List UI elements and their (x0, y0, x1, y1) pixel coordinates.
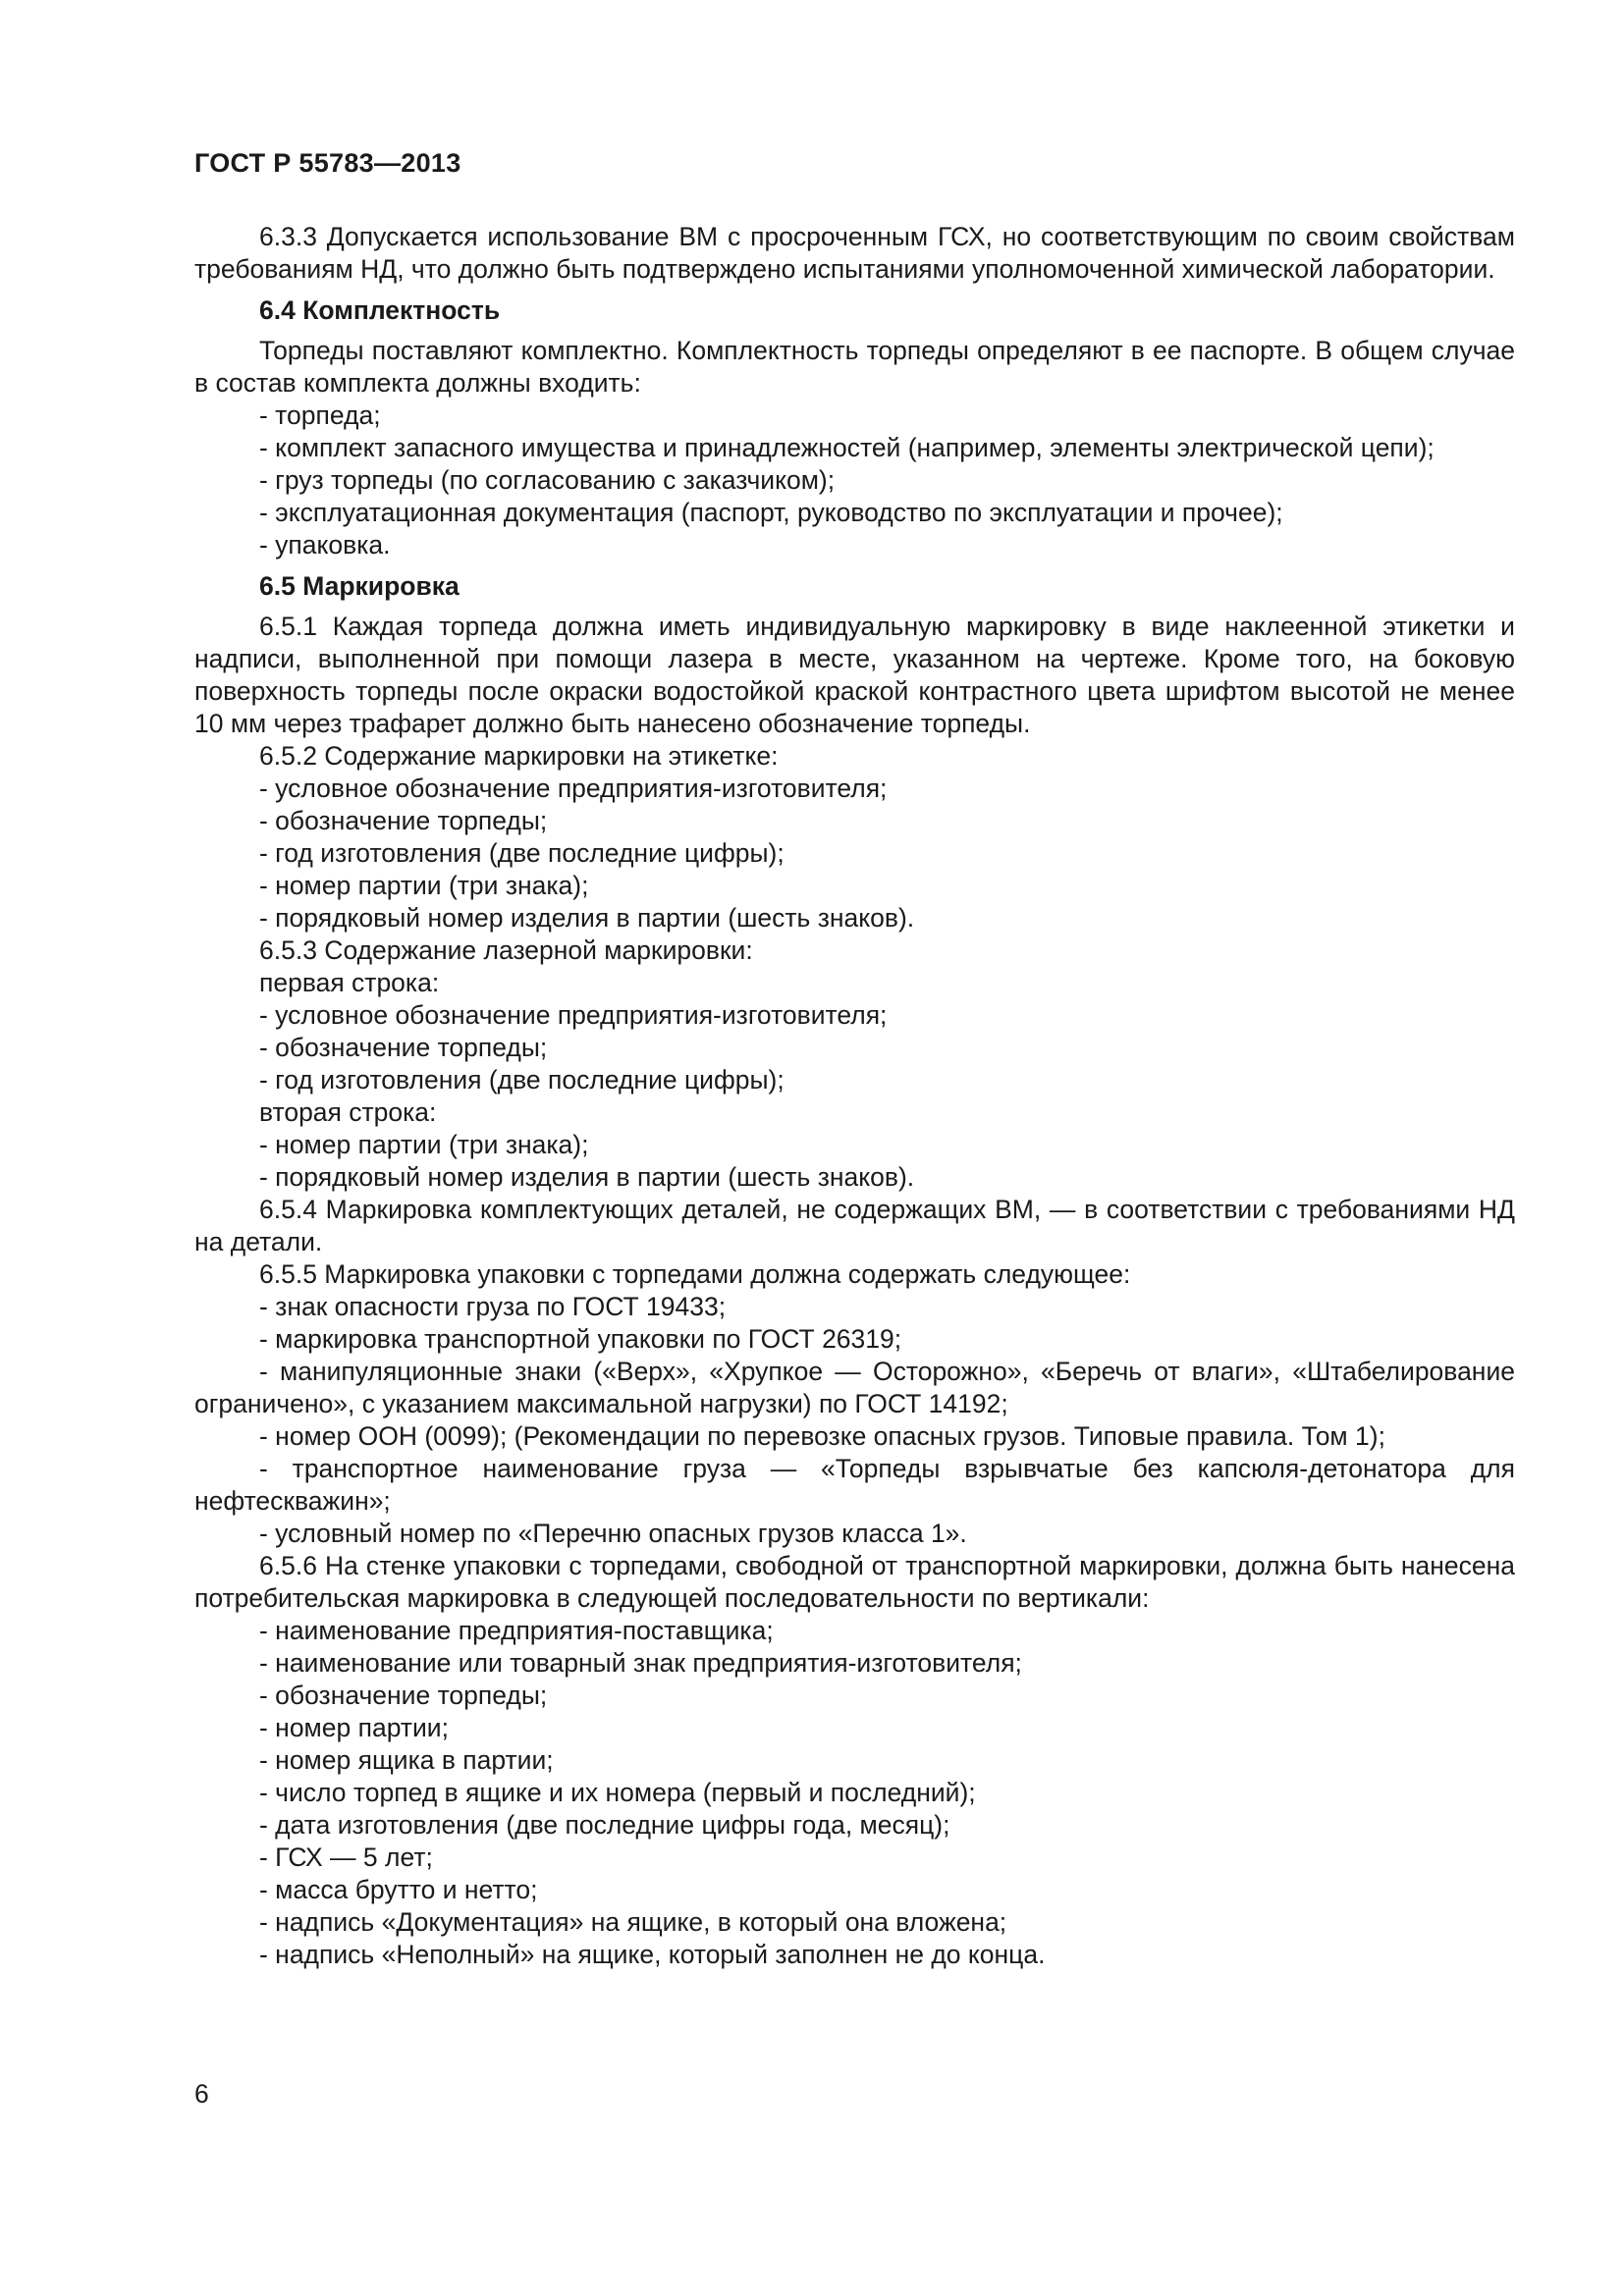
list-item: - знак опасности груза по ГОСТ 19433; (259, 1292, 727, 1321)
paragraph-6-5-2: 6.5.2 Содержание маркировки на этикетке: (259, 741, 779, 771)
list-item: - груз торпеды (по согласованию с заказчиком); (259, 465, 836, 495)
list-item: - номер партии (три знака); (259, 1130, 589, 1159)
list-item: - надпись «Неполный» на ящике, который заполнен не до конца. (259, 1940, 1046, 1969)
paragraph-6-4-intro: Торпеды поставляют комплектно. Комплектность торпеды определяют в ее паспорте. В общем случае в состав комплекта должны входить: (194, 336, 1515, 398)
page-number: 6 (194, 2079, 209, 2109)
list-item: - год изготовления (две последние цифры); (259, 838, 785, 868)
paragraph-6-5-6: 6.5.6 На стенке упаковки с торпедами, свободной от транспортной маркировки, должна быть нанесена потребительская маркировка в следующей последовательности по вертикали: (194, 1551, 1515, 1613)
list-item: - условный номер по «Перечню опасных грузов класса 1». (259, 1519, 967, 1548)
list-item: - обозначение торпеды; (259, 1681, 548, 1710)
list-item: - масса брутто и нетто; (259, 1875, 538, 1904)
list-item: - эксплуатационная документация (паспорт, руководство по эксплуатации и прочее); (259, 498, 1283, 527)
paragraph-6-3-3: 6.3.3 Допускается использование ВМ с просроченным ГСХ, но соответствующим по своим свойствам требованиям НД, что должно быть подтверждено испытаниями уполномоченной химической лаборатории. (194, 222, 1515, 284)
list-item: - комплект запасного имущества и принадлежностей (например, элементы электрической цепи); (259, 433, 1435, 462)
list-item: - наименование или товарный знак предприятия-изготовителя; (259, 1648, 1022, 1678)
section-heading-6-5: 6.5 Маркировка (259, 571, 460, 601)
document-header: ГОСТ Р 55783—2013 (194, 148, 461, 178)
list-item: - год изготовления (две последние цифры); (259, 1065, 785, 1095)
list-item: - манипуляционные знаки («Верх», «Хрупкое — Осторожно», «Беречь от влаги», «Штабелирование ограничено», с указанием максимальной нагрузки) по ГОСТ 14192; (194, 1357, 1515, 1418)
list-item: - номер партии (три знака); (259, 871, 589, 900)
list-item: - маркировка транспортной упаковки по ГОСТ 26319; (259, 1324, 902, 1354)
list-item: - номер ящика в партии; (259, 1745, 554, 1775)
list-item: - обозначение торпеды; (259, 1033, 548, 1062)
paragraph-6-5-3: 6.5.3 Содержание лазерной маркировки: (259, 935, 753, 965)
list-item: - порядковый номер изделия в партии (шесть знаков). (259, 903, 915, 933)
list-item: - условное обозначение предприятия-изготовителя; (259, 1000, 888, 1030)
paragraph-6-5-5: 6.5.5 Маркировка упаковки с торпедами должна содержать следующее: (259, 1259, 1131, 1289)
list-item: - число торпед в ящике и их номера (первый и последний); (259, 1778, 976, 1807)
list-item: - условное обозначение предприятия-изготовителя; (259, 774, 888, 803)
document-body (194, 221, 1515, 1971)
section-heading-6-4: 6.4 Комплектность (259, 295, 501, 325)
list-item: - обозначение торпеды; (259, 806, 548, 835)
line1-label: первая строка: (259, 968, 440, 997)
list-item: - ГСХ — 5 лет; (259, 1842, 433, 1872)
line2-label: вторая строка: (259, 1097, 437, 1127)
list-item: - надпись «Документация» на ящике, в который она вложена; (259, 1907, 1007, 1937)
list-item: - дата изготовления (две последние цифры года, месяц); (259, 1810, 950, 1840)
list-item: - транспортное наименование груза — «Торпеды взрывчатые без капсюля-детонатора для нефтескважин»; (194, 1454, 1515, 1516)
list-item: - торпеда; (259, 400, 381, 430)
list-item: - порядковый номер изделия в партии (шесть знаков). (259, 1162, 915, 1192)
paragraph-6-5-4: 6.5.4 Маркировка комплектующих деталей, не содержащих ВМ, — в соответствии с требованиями НД на детали. (194, 1195, 1515, 1256)
list-item: - упаковка. (259, 530, 391, 560)
paragraph-6-5-1: 6.5.1 Каждая торпеда должна иметь индивидуальную маркировку в виде наклеенной этикетки и надписи, выполненной при помощи лазера в месте, указанном на чертеже. Кроме того, на боковую поверхность торпеды после окраски водостойкой краской контрастного цвета шрифтом высотой не менее 10 мм через трафарет должно быть нанесено обозначение торпеды. (194, 612, 1515, 738)
list-item: - наименование предприятия-поставщика; (259, 1616, 774, 1645)
list-item: - номер ООН (0099); (Рекомендации по перевозке опасных грузов. Типовые правила. Том 1); (259, 1421, 1385, 1451)
list-item: - номер партии; (259, 1713, 449, 1742)
